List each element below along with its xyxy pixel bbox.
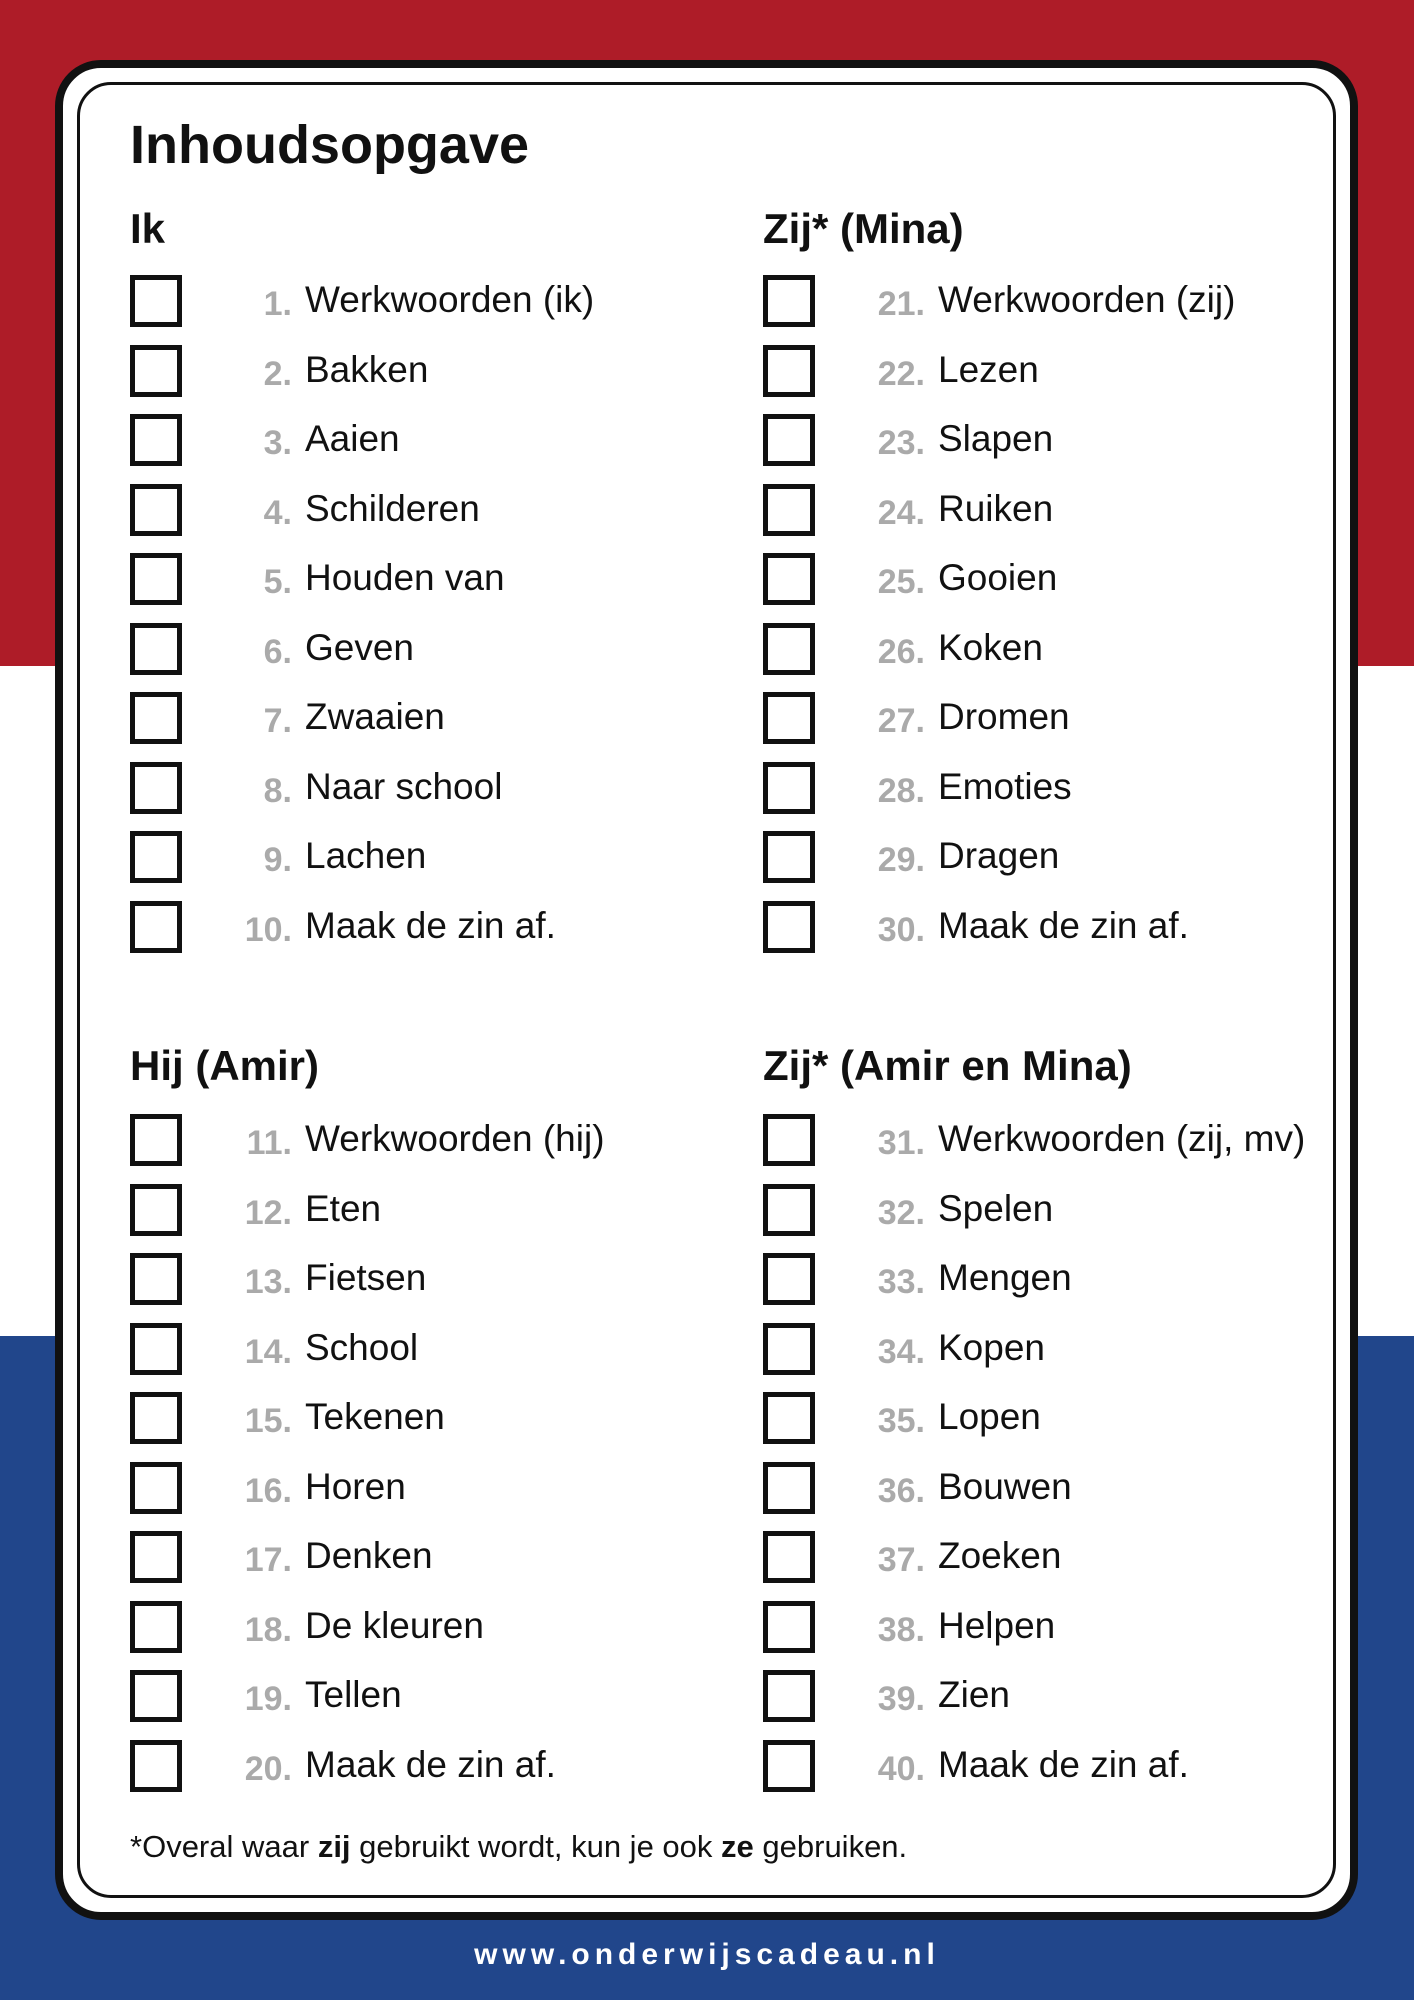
checkbox[interactable] — [130, 553, 182, 605]
item-label: Tekenen — [305, 1396, 445, 1437]
checkbox[interactable] — [763, 1323, 815, 1375]
item-number: 5. — [263, 563, 292, 601]
checklist — [130, 1099, 730, 1794]
list-item — [130, 886, 730, 956]
list-item — [130, 1099, 730, 1169]
item-label: Houden van — [305, 557, 505, 598]
item-label: Maak de zin af. — [938, 1743, 1189, 1785]
checkbox[interactable] — [763, 1740, 815, 1792]
item-number: 14. — [244, 1332, 292, 1371]
item-number: 15. — [244, 1402, 292, 1440]
list-item — [763, 399, 1363, 469]
checkbox[interactable] — [130, 1392, 182, 1444]
list-item — [763, 1516, 1363, 1586]
item-number: 34. — [877, 1332, 925, 1371]
list-item — [763, 260, 1363, 330]
item-label: Horen — [305, 1465, 406, 1507]
checkbox[interactable] — [763, 1462, 815, 1514]
list-item — [763, 1169, 1363, 1239]
checkbox[interactable] — [130, 1323, 182, 1375]
item-number: 35. — [877, 1402, 925, 1440]
item-number: 40. — [877, 1749, 925, 1788]
item-label: Werkwoorden (ik) — [305, 279, 595, 320]
item-number: 28. — [877, 771, 925, 810]
item-number: 10. — [244, 910, 292, 949]
list-item — [130, 330, 730, 400]
item-label: School — [305, 1326, 419, 1368]
list-item — [763, 1655, 1363, 1725]
item-number: 19. — [244, 1680, 292, 1718]
list-item — [130, 1655, 730, 1725]
item-label: Geven — [305, 626, 415, 668]
item-label: Lopen — [938, 1396, 1041, 1437]
list-item — [130, 469, 730, 539]
list-item — [763, 1308, 1363, 1378]
list-item — [130, 608, 730, 678]
checkbox[interactable] — [763, 484, 815, 536]
list-item — [763, 1099, 1363, 1169]
checkbox[interactable] — [130, 692, 182, 744]
item-label: Maak de zin af. — [305, 1743, 556, 1785]
list-item — [763, 538, 1363, 608]
checkbox[interactable] — [130, 414, 182, 466]
item-number: 12. — [244, 1193, 292, 1232]
item-label: Slapen — [938, 418, 1054, 459]
checkbox[interactable] — [130, 901, 182, 953]
checkbox[interactable] — [763, 623, 815, 675]
item-label: Gooien — [938, 557, 1058, 598]
item-number: 24. — [877, 493, 925, 532]
section-zij-mina — [763, 198, 1363, 955]
list-item — [763, 1238, 1363, 1308]
list-item — [130, 1308, 730, 1378]
section-zij-amir-en-mina — [763, 1035, 1363, 1794]
item-label: Zien — [938, 1674, 1010, 1715]
checkbox[interactable] — [763, 1253, 815, 1305]
checkbox[interactable] — [763, 1601, 815, 1653]
item-number: 25. — [877, 563, 925, 601]
item-number: 38. — [877, 1610, 925, 1649]
item-label: Dragen — [938, 835, 1060, 876]
item-number: 17. — [244, 1541, 292, 1579]
list-item — [763, 1447, 1363, 1517]
item-number: 18. — [244, 1610, 292, 1649]
item-label: Tellen — [305, 1674, 402, 1715]
list-item — [130, 1586, 730, 1656]
item-label: Zoeken — [938, 1535, 1062, 1576]
item-label: Eten — [305, 1187, 382, 1229]
list-item — [130, 1238, 730, 1308]
checkbox[interactable] — [130, 1531, 182, 1583]
item-label: Mengen — [938, 1257, 1072, 1298]
checkbox[interactable] — [130, 1670, 182, 1722]
checkbox[interactable] — [763, 1670, 815, 1722]
checkbox[interactable] — [763, 1392, 815, 1444]
list-item — [130, 747, 730, 817]
item-number: 26. — [877, 632, 925, 671]
checkbox[interactable] — [763, 275, 815, 327]
list-item — [130, 1377, 730, 1447]
list-item — [763, 608, 1363, 678]
item-number: 30. — [877, 910, 925, 949]
item-label: Dromen — [938, 696, 1070, 737]
list-item — [763, 330, 1363, 400]
list-item — [130, 1725, 730, 1795]
checkbox[interactable] — [130, 275, 182, 327]
list-item — [130, 538, 730, 608]
list-item — [130, 399, 730, 469]
item-label: Naar school — [305, 765, 503, 807]
list-item — [130, 260, 730, 330]
item-label: Fietsen — [305, 1257, 427, 1298]
item-number: 1. — [263, 285, 292, 323]
item-label: Schilderen — [305, 487, 480, 529]
checkbox[interactable] — [130, 1114, 182, 1166]
list-item — [130, 816, 730, 886]
item-label: Maak de zin af. — [938, 904, 1189, 946]
section-ik — [130, 198, 730, 955]
list-item — [763, 677, 1363, 747]
list-item — [130, 677, 730, 747]
item-label: Bakken — [305, 348, 429, 390]
list-item — [763, 1586, 1363, 1656]
checkbox[interactable] — [130, 345, 182, 397]
checkbox[interactable] — [130, 1184, 182, 1236]
footnote-text: Overal waar — [142, 1829, 318, 1864]
section-hij-amir — [130, 1035, 730, 1794]
item-number: 13. — [244, 1263, 292, 1301]
section-heading: Zij* (Amir en Mina) — [763, 1042, 1132, 1089]
item-number: 21. — [877, 285, 925, 323]
footnote-bold-ze: ze — [721, 1829, 754, 1864]
item-label: Helpen — [938, 1604, 1056, 1646]
list-item — [763, 1725, 1363, 1795]
checklist — [130, 260, 730, 955]
checkbox[interactable] — [130, 831, 182, 883]
item-label: Koken — [938, 626, 1043, 668]
checkbox[interactable] — [763, 692, 815, 744]
list-item — [763, 816, 1363, 886]
checkbox[interactable] — [763, 901, 815, 953]
footnote-text: gebruiken. — [753, 1829, 908, 1864]
item-label: Kopen — [938, 1326, 1045, 1368]
item-label: Aaien — [305, 418, 400, 459]
item-label: Lezen — [938, 348, 1039, 390]
item-label: Denken — [305, 1535, 433, 1576]
item-label: Bouwen — [938, 1465, 1072, 1507]
checkbox[interactable] — [130, 1740, 182, 1792]
item-number: 8. — [263, 771, 292, 810]
list-item — [130, 1169, 730, 1239]
item-number: 16. — [244, 1471, 292, 1510]
item-label: Lachen — [305, 835, 427, 876]
checklist — [763, 260, 1363, 955]
item-number: 6. — [263, 632, 292, 671]
checkbox[interactable] — [763, 1531, 815, 1583]
item-number: 32. — [877, 1193, 925, 1232]
footnote-bold-zij: zij — [317, 1829, 351, 1864]
checklist — [763, 1099, 1363, 1794]
item-number: 11. — [246, 1124, 292, 1162]
item-number: 27. — [877, 702, 925, 740]
section-heading: Ik — [130, 205, 166, 252]
item-number: 2. — [263, 354, 292, 393]
item-label: Ruiken — [938, 487, 1054, 529]
item-number: 37. — [877, 1541, 925, 1579]
checkbox[interactable] — [130, 1462, 182, 1514]
list-item — [763, 747, 1363, 817]
page-title: Inhoudsopgave — [130, 115, 530, 175]
list-item — [130, 1447, 730, 1517]
website-url[interactable]: www.onderwijscadeau.nl — [474, 1938, 940, 1971]
checkbox[interactable] — [130, 1253, 182, 1305]
checkbox[interactable] — [763, 1114, 815, 1166]
checkbox[interactable] — [130, 623, 182, 675]
checkbox[interactable] — [763, 762, 815, 814]
item-number: 22. — [877, 354, 925, 393]
item-label: Emoties — [938, 765, 1072, 807]
list-item — [763, 886, 1363, 956]
item-label: Zwaaien — [305, 696, 445, 737]
item-number: 7. — [263, 702, 292, 740]
checkbox[interactable] — [130, 1601, 182, 1653]
item-number: 4. — [263, 493, 292, 532]
list-item — [130, 1516, 730, 1586]
item-number: 3. — [263, 424, 292, 462]
item-label: Maak de zin af. — [305, 904, 556, 946]
footnote-marker: * — [130, 1829, 143, 1864]
checkbox[interactable] — [763, 414, 815, 466]
checkbox[interactable] — [763, 553, 815, 605]
checkbox[interactable] — [763, 345, 815, 397]
item-number: 31. — [877, 1124, 925, 1162]
footnote-text: gebruikt wordt, kun je ook — [350, 1829, 722, 1864]
section-heading: Hij (Amir) — [130, 1042, 319, 1089]
item-label: Spelen — [938, 1187, 1054, 1229]
section-heading: Zij* (Mina) — [763, 205, 964, 252]
item-label: De kleuren — [305, 1604, 484, 1646]
item-label: Werkwoorden (hij) — [305, 1118, 605, 1159]
footnote — [130, 1826, 907, 1868]
item-number: 23. — [877, 424, 925, 462]
item-number: 9. — [263, 841, 292, 879]
item-label: Werkwoorden (zij, mv) — [938, 1118, 1306, 1159]
item-number: 36. — [877, 1471, 925, 1510]
item-number: 33. — [877, 1263, 925, 1301]
list-item — [763, 469, 1363, 539]
checkbox[interactable] — [130, 484, 182, 536]
item-number: 20. — [244, 1749, 292, 1788]
list-item — [763, 1377, 1363, 1447]
item-number: 39. — [877, 1680, 925, 1718]
checkbox[interactable] — [130, 762, 182, 814]
checkbox[interactable] — [763, 831, 815, 883]
item-label: Werkwoorden (zij) — [938, 279, 1236, 320]
checkbox[interactable] — [763, 1184, 815, 1236]
item-number: 29. — [877, 841, 925, 879]
